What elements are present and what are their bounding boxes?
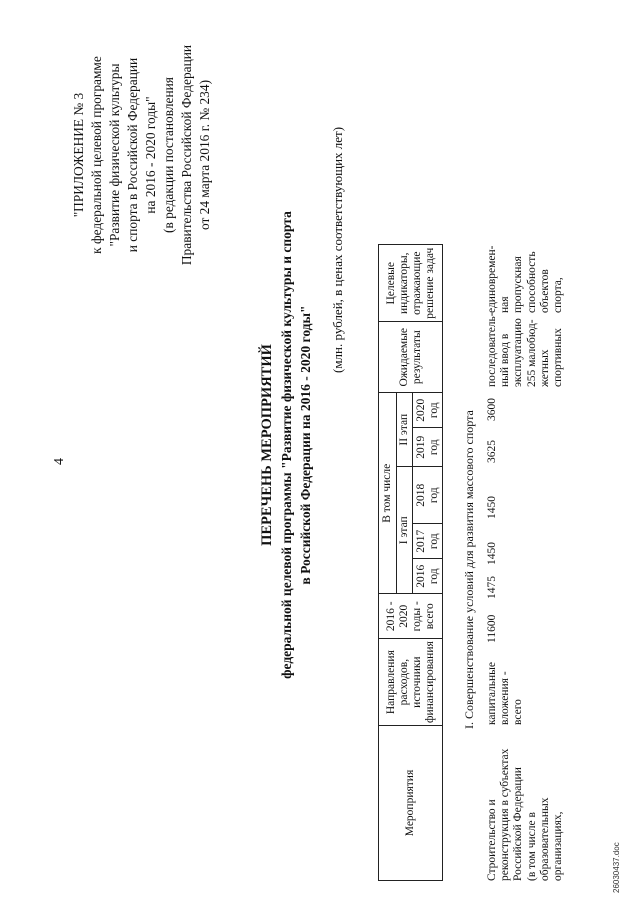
cell-measure: Строительство и реконструкция в субъектах Российской Федерации (в том числе в образовательных организациях,: [486, 748, 565, 881]
appendix-block: [70, 5, 214, 305]
appendix-line: "ПРИЛОЖЕНИЕ № 3: [71, 92, 86, 218]
header-stage-2: II этап: [397, 393, 413, 467]
appendix-line: от 24 марта 2016 г. № 234): [197, 79, 212, 231]
header-year-2018: 2018 год: [413, 467, 443, 524]
section-heading: I. Совершенствование условий для развития массового спорта: [462, 410, 476, 729]
title-main: ПЕРЕЧЕНЬ МЕРОПРИЯТИЙ: [259, 344, 275, 546]
cell-2020: 3600: [486, 398, 498, 421]
header-measures: Мероприятия: [379, 726, 443, 881]
cell-indicator: единовремен- ная пропускная способность объектов спорта,: [486, 245, 565, 313]
header-stage-1: I этап: [397, 467, 413, 594]
title-line-1: федеральной целевой программы "Развитие физической культуры и спорта: [279, 211, 294, 679]
header-results: Ожидаемые результаты: [379, 322, 443, 393]
cell-2018: 1450: [486, 496, 498, 519]
header-directions: Направления расходов, источники финансирования: [379, 639, 443, 726]
page-number: 4: [52, 458, 67, 465]
cell-direction: капитальные вложения - всего: [486, 661, 525, 725]
header-year-2019: 2019 год: [413, 428, 443, 467]
cell-total: 11600: [486, 614, 498, 643]
document-title: [258, 145, 315, 745]
header-year-2020: 2020 год: [413, 393, 443, 428]
cell-2019: 3625: [486, 440, 498, 463]
file-name: 26030437.doc: [612, 842, 621, 893]
units-note: (млн. рублей, в ценах соответствующих лет): [330, 126, 345, 373]
header-year-2016: 2016 год: [413, 559, 443, 594]
title-line-2: в Российской Федерации на 2016 - 2020 годы": [298, 305, 313, 585]
cell-2017: 1450: [486, 542, 498, 565]
cell-result: последователь- ный ввод в эксплуатацию 255 малобюд- жетных спортивных: [486, 312, 565, 387]
appendix-line: на 2016 - 2020 годы": [143, 96, 158, 214]
appendix-line: Правительства Российской Федерации: [179, 44, 194, 266]
header-total: 2016 - 2020 годы - всего: [379, 594, 443, 639]
measures-table: [378, 244, 443, 881]
header-year-2017: 2017 год: [413, 524, 443, 559]
appendix-line: (в редакции постановления: [161, 77, 176, 233]
header-including: В том числе: [379, 393, 397, 594]
appendix-line: "Развитие физической культуры: [107, 63, 122, 247]
appendix-line: и спорта в Российской Федерации: [125, 57, 140, 253]
appendix-line: к федеральной целевой программе: [89, 56, 104, 254]
header-indicators: Целевые индикаторы, отражающие решение задач: [379, 245, 443, 322]
cell-2016: 1475: [486, 576, 498, 599]
